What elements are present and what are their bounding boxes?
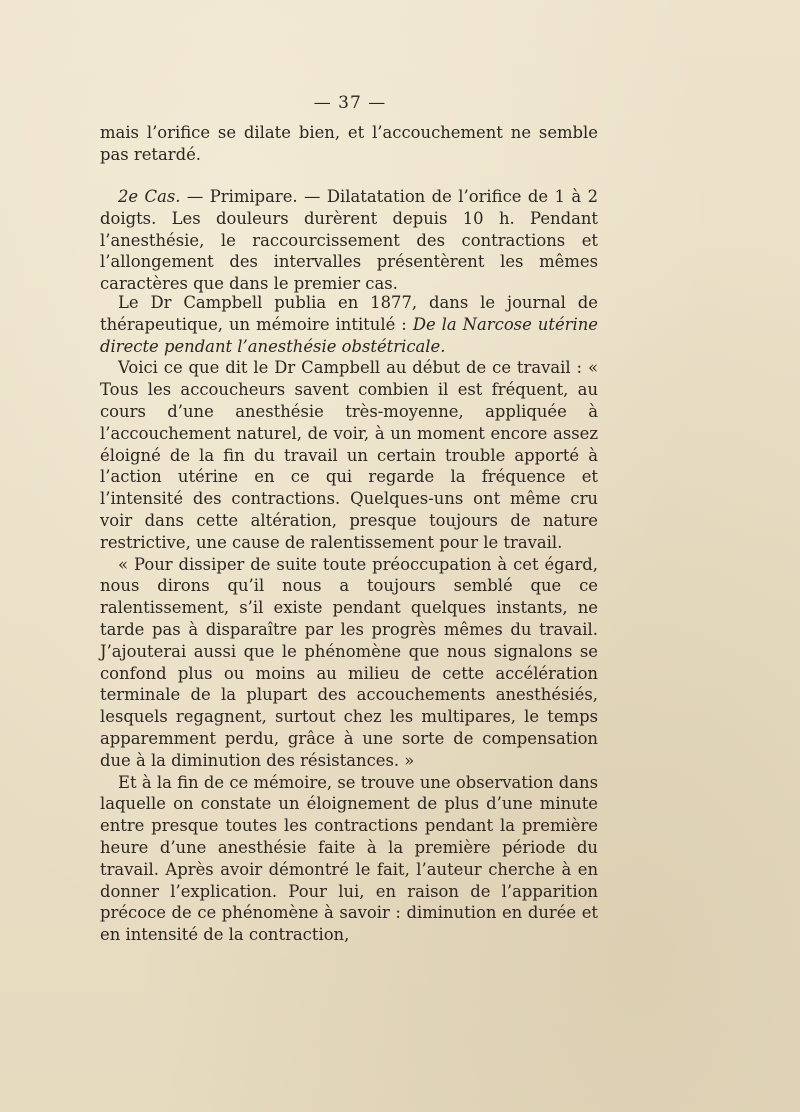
- case-label: 2e Cas.: [118, 187, 181, 206]
- text-block-3: [100, 292, 598, 946]
- paragraph-3: [100, 292, 598, 357]
- paragraph-4: Voici ce que dit le Dr Campbell au début de ce travail : « Tous les accoucheurs savent combien il est fréquent, au cours d’une anesthésie très-moyenne, appliquée à l’accouchement naturel, de voir, à un moment encore assez éloigné de la fin du travail un certain trouble apporté à l’action utérine en ce qui regarde la fréquence et l’intensité des contractions. Quelques-uns ont même cru voir dans cette altération, presque toujours de nature restrictive, une cause de ralentissement pour le travail.: [100, 358, 598, 552]
- paragraph-6: Et à la fin de ce mémoire, se trouve une observation dans laquelle on constate un éloignement de plus d’une minute entre presque toutes les contractions pendant la première heure d’une anesthésie faite à la première période du travail. Après avoir démontré le fait, l’auteur cherche à en donner l’explication. Pour lui, en raison de l’apparition précoce de ce phénomène à savoir : diminution en durée et en intensité de la contraction,: [100, 772, 598, 945]
- paragraph-1: mais l’orifice se dilate bien, et l’accouchement ne semble pas retardé.: [100, 123, 598, 164]
- paragraph-3-text: Le Dr Campbell publia en 1877, dans le journal de thérapeutique, un mémoire intitulé :: [100, 293, 598, 334]
- page-number: — 37 —: [313, 93, 387, 113]
- text-block-2: [100, 186, 598, 295]
- case-text: — Primipare. — Dilatatation de l’orifice de 1 à 2 doigts. Les douleurs durèrent depuis 10 h. Pendant l’anesthésie, le raccourcissement des contractions et l’allongement des intervalles présentèrent les mêmes caractères que dans le premier cas.: [100, 187, 599, 294]
- paragraph-5: « Pour dissiper de suite toute préoccupation à cet égard, nous dirons qu’il nous a toujours semblé que ce ralentissement, s’il existe pendant quelques instants, ne tarde pas à disparaître par les progrès mêmes du travail. J’ajouterai aussi que le phénomène que nous signalons se confond plus ou moins au milieu de cette accélération terminale de la plupart des accouchements anesthésiés, lesquels regagnent, surtout chez les multipares, le temps apparemment perdu, grâce à une sorte de compensation due à la diminution des résistances. »: [100, 554, 598, 770]
- memoir-title: De la Narcose utérine directe pendant l’anesthésie obstétricale.: [100, 314, 598, 356]
- text-block-1: [100, 122, 598, 166]
- paragraph-2: [100, 186, 598, 295]
